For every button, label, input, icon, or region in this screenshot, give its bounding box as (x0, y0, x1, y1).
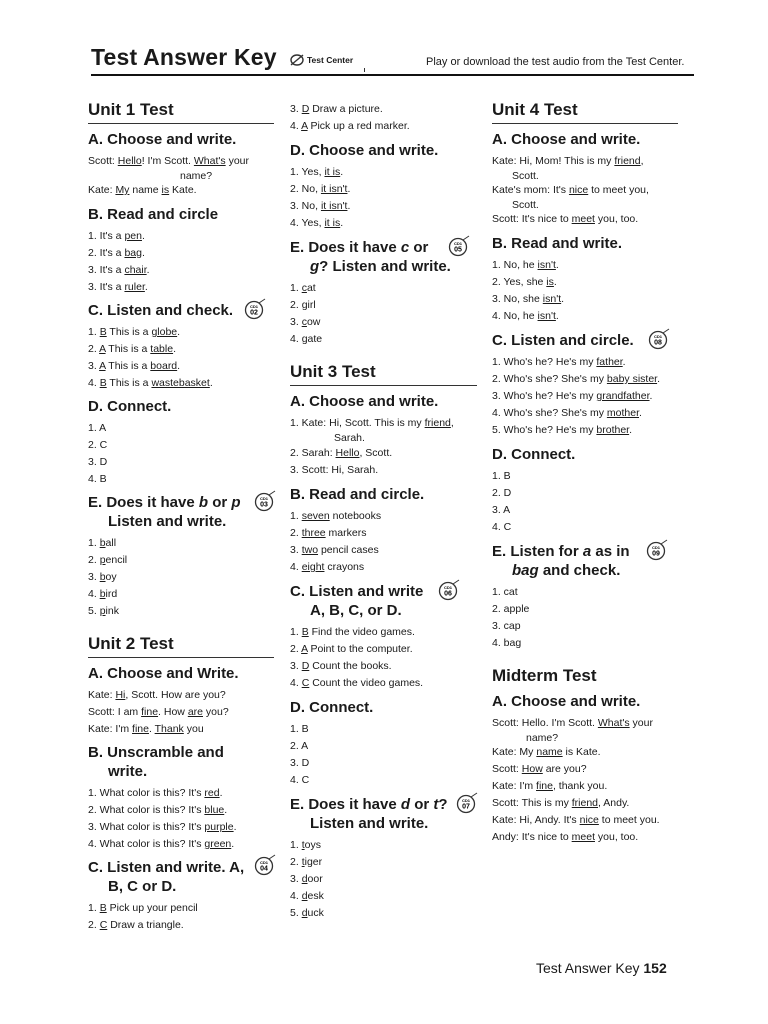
answer-item: 3. two pencil cases (290, 544, 379, 556)
page-title: Test Answer Key (91, 44, 277, 70)
svg-text:06: 06 (444, 590, 452, 598)
svg-text:CD1: CD1 (651, 545, 661, 550)
column-2 (290, 101, 477, 922)
answer-line: Scott: Hello! I'm Scott. What's your (88, 155, 249, 167)
answer-item: 4. eight crayons (290, 561, 365, 573)
answer-line: name? (526, 732, 559, 744)
answer-line: Kate: Hi, Mom! This is my friend, (492, 155, 644, 167)
unit-4-title: Unit 4 Test (492, 100, 578, 119)
svg-text:CD1: CD1 (259, 860, 269, 865)
answer-item: 1. cat (492, 586, 518, 598)
answer-item: 2. A This is a table. (88, 343, 176, 355)
answer-item: 1. B This is a globe. (88, 326, 181, 338)
answer-item: 1. It's a pen. (88, 230, 145, 242)
answer-list (88, 324, 274, 392)
answer-item: 3. boy (88, 571, 117, 583)
answer-line: 3. Scott: Hi, Sarah. (290, 464, 379, 476)
answer-item: 3. A This is a board. (88, 360, 181, 372)
footer-label: Test Answer Key (536, 960, 644, 976)
answer-item: 1. B (492, 470, 511, 482)
cd-track-icon (648, 328, 670, 350)
answer-item: 3. What color is this? It's purple. (88, 821, 237, 833)
page-footer (536, 960, 667, 976)
answer-item: 2. A (290, 740, 309, 752)
answer-item: 3. Who's he? He's my grandfather. (492, 390, 653, 402)
unit-1-title: Unit 1 Test (88, 100, 174, 119)
answer-item: Kate: Hi, Scott. How are you? (88, 689, 226, 701)
answer-item: 2. Who's she? She's my baby sister. (492, 373, 661, 385)
answer-item: 1. What color is this? It's red. (88, 787, 223, 799)
section-heading: A. Choose and write. (290, 393, 439, 410)
cd-track-icon (456, 792, 478, 814)
answer-item: 3. door (290, 873, 323, 885)
answer-list (492, 354, 678, 439)
cd-track-icon (254, 490, 276, 512)
answer-item: 3. D Count the books. (290, 660, 392, 672)
answer-item: 2. D (492, 487, 512, 499)
audio-note: Play or download the test audio from the Test Center. (426, 56, 685, 68)
answer-line: Sarah. (334, 432, 365, 444)
section-heading: C. Listen and circle. CD1 08 (492, 331, 678, 350)
svg-text:07: 07 (462, 803, 470, 811)
answer-item: 2. C Draw a triangle. (88, 919, 184, 931)
column-3 (492, 98, 678, 846)
answer-line: Scott. (512, 170, 539, 182)
answer-item: 1. B (290, 723, 309, 735)
answer-item: 3. D (290, 757, 310, 769)
answer-line: 2. Sarah: Hello, Scott. (290, 447, 393, 459)
section-heading: B. Read and write. (492, 235, 623, 252)
svg-text:CD1: CD1 (653, 334, 663, 339)
answer-item: 2. Yes, she is. (492, 276, 557, 288)
svg-text:08: 08 (654, 339, 662, 347)
header-rule (91, 74, 694, 76)
answer-item: 4. bird (88, 588, 118, 600)
answer-item: 3. No, it isn't. (290, 200, 351, 212)
answer-item: 2. No, it isn't. (290, 183, 351, 195)
answer-item: 1. cat (290, 282, 316, 294)
answer-item: 1. ball (88, 537, 117, 549)
answer-line: Kate: My name is Kate. (88, 184, 197, 196)
answer-item: Kate: My name is Kate. (492, 746, 601, 758)
answer-item: 5. duck (290, 907, 324, 919)
svg-text:05: 05 (454, 246, 462, 254)
svg-text:CD1: CD1 (249, 304, 259, 309)
answer-item: 3. It's a chair. (88, 264, 150, 276)
answer-list (290, 837, 477, 922)
answer-list (88, 900, 274, 934)
answer-item: 4. Who's she? She's my mother. (492, 407, 642, 419)
section-heading: B. Read and circle (88, 206, 219, 223)
answer-item: 2. apple (492, 603, 530, 615)
section-heading: B. Unscramble and write. (88, 744, 224, 780)
answer-item: 2. three markers (290, 527, 367, 539)
answer-line: Scott: It's nice to meet you, too. (492, 213, 639, 225)
section-heading: B. Read and circle. (290, 486, 425, 503)
cd-icon (289, 53, 305, 67)
section-heading: E. Does it have b or p CD1 03 Listen and write. (88, 493, 274, 531)
cd-track-icon (438, 579, 460, 601)
section-heading: D. Choose and write. (290, 142, 439, 159)
answer-item: Scott: This is my friend, Andy. (492, 797, 630, 809)
answer-line: Scott. (512, 199, 539, 211)
answer-item: 2. A Point to the computer. (290, 643, 413, 655)
answer-item: 5. Who's he? He's my brother. (492, 424, 633, 436)
svg-text:CD1: CD1 (461, 798, 471, 803)
svg-text:CD1: CD1 (453, 241, 463, 246)
answer-list (88, 535, 274, 620)
answer-list (290, 508, 477, 576)
answer-list (290, 164, 477, 232)
answer-list (492, 257, 678, 325)
answer-item: 4. Yes, it is. (290, 217, 344, 229)
answer-item: Andy: It's nice to meet you, too. (492, 831, 639, 843)
answer-item: 2. C (88, 439, 108, 451)
cd-track-icon (448, 235, 470, 257)
section-heading: D. Connect. (492, 446, 576, 463)
svg-text:CD1: CD1 (259, 496, 269, 501)
test-center-label: Test Center (307, 55, 354, 65)
answer-item: 4. No, he isn't. (492, 310, 559, 322)
answer-item: 4. B This is a wastebasket. (88, 377, 213, 389)
answer-list (492, 584, 678, 652)
answer-item: 3. cap (492, 620, 521, 632)
cd-track-icon (244, 298, 266, 320)
answer-item: 1. A (88, 422, 107, 434)
answer-item: 3. A (492, 504, 511, 516)
section-heading: A. Choose and write. (492, 693, 641, 710)
section-heading: A. Choose and write. (492, 131, 641, 148)
answer-item: 3. D Draw a picture. (290, 103, 383, 115)
answer-item: Kate: I'm fine. Thank you (88, 723, 204, 735)
answer-item: 2. girl (290, 299, 316, 311)
answer-list (290, 280, 477, 348)
cd-track-icon (254, 854, 276, 876)
page-number: 152 (643, 960, 667, 976)
section-heading: E. Does it have d or t? CD1 07 Listen and write. (290, 795, 477, 833)
answer-item: 1. Who's he? He's my father. (492, 356, 626, 368)
answer-item: 4. desk (290, 890, 324, 902)
answer-item: 3. cow (290, 316, 321, 328)
answer-item: 4. What color is this? It's green. (88, 838, 235, 850)
badge-divider (364, 68, 367, 72)
svg-text:09: 09 (652, 550, 660, 558)
answer-list (88, 687, 274, 738)
unit-4-rule (492, 123, 678, 124)
answer-list (290, 721, 477, 789)
midterm-title: Midterm Test (492, 666, 597, 685)
cd-track-icon (646, 539, 668, 561)
svg-text:CD1: CD1 (443, 585, 453, 590)
answer-item: 4. C (290, 774, 310, 786)
section-heading: C. Listen and write CD1 06 A, B, C, or D. (290, 582, 477, 620)
answer-item: 4. bag (492, 637, 522, 649)
answer-item: 4. C (492, 521, 512, 533)
answer-item: 2. It's a bag. (88, 247, 145, 259)
section-heading: D. Connect. (290, 699, 374, 716)
section-heading: C. Listen and write. A, CD1 04 B, C or D. (88, 858, 274, 896)
svg-text:04: 04 (260, 865, 268, 873)
answer-item: 4. B (88, 473, 107, 485)
answer-item: Scott: How are you? (492, 763, 587, 775)
unit-3-title: Unit 3 Test (290, 362, 376, 381)
answer-line: Kate's mom: It's nice to meet you, (492, 184, 649, 196)
answer-item: 3. No, she isn't. (492, 293, 565, 305)
answer-list (492, 468, 678, 536)
svg-text:03: 03 (260, 501, 268, 509)
column-1 (88, 98, 274, 934)
answer-item: 5. pink (88, 605, 119, 617)
answer-item: 4. gate (290, 333, 323, 345)
answer-item: 1. B Pick up your pencil (88, 902, 198, 914)
section-heading: D. Connect. (88, 398, 172, 415)
section-heading: E. Listen for a as in CD1 09 bag and check. (492, 542, 678, 580)
answer-item: 1. Yes, it is. (290, 166, 344, 178)
answer-item: 1. toys (290, 839, 321, 851)
answer-list (492, 744, 678, 846)
answer-item: 1. B Find the video games. (290, 626, 415, 638)
answer-item: 2. pencil (88, 554, 128, 566)
unit-1-rule (88, 123, 274, 124)
answer-item: 1. No, he isn't. (492, 259, 559, 271)
unit-2-title: Unit 2 Test (88, 634, 174, 653)
unit-2-rule (88, 657, 274, 658)
answer-item: 3. D (88, 456, 108, 468)
section-heading: C. Listen and check. CD1 02 (88, 301, 274, 320)
answer-line: name? (180, 170, 213, 182)
section-heading: A. Choose and Write. (88, 665, 239, 682)
answer-item: Scott: I am fine. How are you? (88, 706, 229, 718)
answer-item: 2. What color is this? It's blue. (88, 804, 228, 816)
answer-list (88, 785, 274, 853)
answer-list (88, 228, 274, 296)
unit-3-rule (290, 385, 477, 386)
answer-line: Scott: Hello. I'm Scott. What's your (492, 717, 653, 729)
answer-item: 4. A Pick up a red marker. (290, 120, 410, 132)
svg-text:02: 02 (250, 309, 258, 317)
answer-item: 2. tiger (290, 856, 323, 868)
answer-item: 3. It's a ruler. (88, 281, 148, 293)
answer-item: 1. seven notebooks (290, 510, 382, 522)
answer-item: Kate: I'm fine, thank you. (492, 780, 608, 792)
answer-list (88, 420, 274, 488)
answer-item: Kate: Hi, Andy. It's nice to meet you. (492, 814, 660, 826)
section-heading: A. Choose and write. (88, 131, 237, 148)
answer-item: 4. C Count the video games. (290, 677, 424, 689)
test-center-badge (289, 53, 363, 70)
answer-list (290, 101, 477, 135)
answer-line: 1. Kate: Hi, Scott. This is my friend, (290, 417, 454, 429)
section-heading: E. Does it have c or CD1 05 g? Listen and write. (290, 238, 477, 276)
answer-list (290, 624, 477, 692)
